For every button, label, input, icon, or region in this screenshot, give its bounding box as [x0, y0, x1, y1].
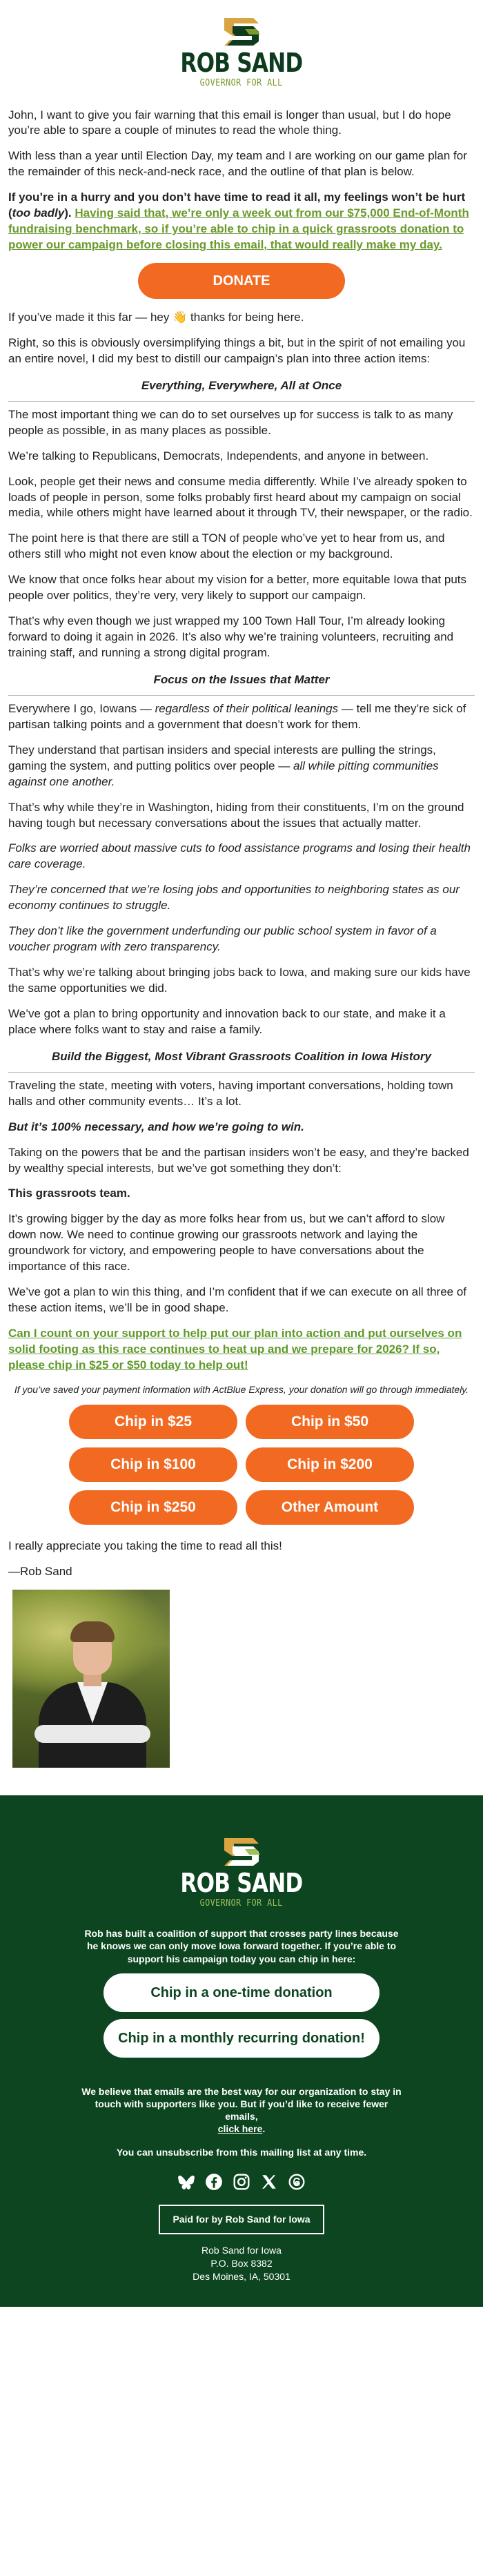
section-heading: Everything, Everywhere, All at Once: [8, 378, 475, 402]
chip-50-button[interactable]: Chip in $50: [246, 1405, 414, 1439]
paragraph: The most important thing we can do to set ourselves up for success is talk to as many people as possible, in as many places as possible.: [8, 407, 453, 437]
instagram-icon[interactable]: [233, 2173, 250, 2191]
chip-grid: [8, 1405, 475, 1525]
footer: [0, 1795, 483, 2307]
rs-logo-mark-icon: [217, 1834, 266, 1868]
text: — tell me they’re sick of partisan talking points and a government that doesn’t work for them.: [8, 701, 466, 731]
social-icons: [177, 2173, 306, 2191]
section-heading: Build the Biggest, Most Vibrant Grassroots Coalition in Iowa History: [8, 1049, 475, 1073]
section-heading: Focus on the Issues that Matter: [8, 672, 475, 696]
paragraph: [8, 701, 475, 733]
threads-icon[interactable]: [288, 2173, 306, 2191]
unsubscribe-note: You can unsubscribe from this mailing list at any time.: [116, 2147, 367, 2158]
chip-200-button[interactable]: Chip in $200: [246, 1447, 414, 1482]
one-time-donation-button[interactable]: Chip in a one-time donation: [103, 1973, 379, 2012]
paragraph: John, I want to give you fair warning that this email is longer than usual, but I do hope you’re able to spare a couple of minutes to read the whole thing.: [8, 108, 451, 137]
facebook-icon[interactable]: [205, 2173, 223, 2191]
paragraph: The point here is that there are still a TON of people who’ve yet to hear from us, and others still who might not even know about the election or my background.: [8, 531, 445, 561]
paragraph: If you’ve made it this far — hey 👋 thanks for being here.: [8, 311, 304, 324]
paragraph: That’s why we’re talking about bringing jobs back to Iowa, and making sure our kids have the same opportunities we did.: [8, 966, 471, 995]
paragraph: We’ve got a plan to bring opportunity and innovation back to our state, and make it a place where folks want to stay and raise a family.: [8, 1006, 446, 1036]
address-line: Rob Sand for Iowa: [201, 2245, 282, 2256]
paragraph-cta: [8, 1326, 475, 1374]
paragraph: Right, so this is obviously oversimplifying things a bit, but in the spirit of not emailing you an entire novel, I did my best to distill our campaign’s plan into three action items:: [8, 335, 466, 365]
fundraising-link[interactable]: Having said that, we’re only a week out from our $75,000 End-of-Month fundraising benchmark, so if you’re able to chip in a quick grassroots donation to power our campaign before closing this email, that would really make my day.: [8, 206, 469, 252]
footer-logo-tagline: GOVERNOR FOR ALL: [200, 1897, 283, 1909]
text: We believe that emails are the best way for our organization to stay in touch with supporters like you. But if you’d like to receive fewer emails,: [81, 2085, 402, 2123]
bluesky-icon[interactable]: [177, 2173, 195, 2191]
donate-row: [8, 263, 475, 299]
paragraph: With less than a year until Election Day, my team and I are working on our game plan for the remainder of this neck-and-neck race, and the outline of that plan is below.: [8, 149, 467, 179]
paragraph: That’s why while they’re in Washington, hiding from their constituents, I’m on the ground having tough but necessary conversations about the issues that actually matter.: [8, 800, 464, 830]
paragraph-hurry: [8, 190, 475, 253]
paragraph-italic: They’re concerned that we’re losing jobs and opportunities to neighboring states as our economy continues to struggle.: [8, 883, 460, 913]
footer-about: Rob has built a coalition of support that crosses party lines because he knows we can only move Iowa forward together. If you’re able to support his campaign today you can chip in here:: [84, 1928, 399, 1964]
paragraph-italic: Folks are worried about massive cuts to food assistance programs and losing their health care coverage.: [8, 841, 471, 871]
paragraph: [8, 743, 475, 790]
fewer-emails-note: We believe that emails are the best way for our organization to stay in touch with supporters like you. But if you’d like to receive fewer emails, click here.: [81, 2085, 402, 2135]
rob-sand-photo: [12, 1590, 170, 1768]
address-line: Des Moines, IA, 50301: [193, 2271, 290, 2283]
donate-button[interactable]: DONATE: [138, 263, 345, 299]
chip-100-button[interactable]: Chip in $100: [69, 1447, 237, 1482]
text: ).: [64, 206, 75, 220]
text-italic: too badly: [12, 206, 65, 220]
monthly-donation-button[interactable]: Chip in a monthly recurring donation!: [103, 2019, 379, 2058]
footer-logo-name: ROB SAND: [180, 1867, 303, 1898]
paragraph: We’ve got a plan to win this thing, and I’m confident that if we can execute on all three of these action items, we’ll be in good shape.: [8, 1285, 467, 1315]
header-logo[interactable]: [0, 0, 483, 108]
text: If you’re in a hurry and you don’t have time to read it all, my feelings won’t be hurt (: [8, 191, 466, 220]
paragraph-bold: This grassroots team.: [8, 1187, 130, 1200]
x-icon[interactable]: [260, 2173, 278, 2191]
chip-250-button[interactable]: Chip in $250: [69, 1490, 237, 1525]
other-amount-button[interactable]: Other Amount: [246, 1490, 414, 1525]
text: Everywhere I go, Iowans —: [8, 701, 155, 715]
paragraph: Look, people get their news and consume media differently. While I’ve already spoken to loads of people in person, some folks probably first heard about my campaign on social media, while others might have learned about it through TV, their newspaper, or the radio.: [8, 474, 473, 520]
text-italic: regardless of their political leanings: [155, 701, 339, 715]
click-here-link[interactable]: click here: [217, 2123, 263, 2135]
paragraph-bold-italic: But it’s 100% necessary, and how we’re going to win.: [8, 1120, 304, 1133]
address-line: P.O. Box 8382: [210, 2258, 273, 2270]
rs-logo-mark-icon: [217, 14, 266, 48]
email-body: [0, 108, 483, 1768]
logo-name: ROB SAND: [180, 48, 303, 78]
paragraph: Traveling the state, meeting with voters, having important conversations, holding town halls and other community events… It’s a lot.: [8, 1078, 453, 1108]
mailing-address: [193, 2244, 290, 2283]
closing: I really appreciate you taking the time to read all this!: [8, 1539, 282, 1552]
logo-tagline: GOVERNOR FOR ALL: [200, 78, 283, 88]
text: They understand that partisan insiders and special interests are pulling the strings, gaming the system, and putting politics over people —: [8, 743, 436, 772]
paragraph: That’s why even though we just wrapped my 100 Town Hall Tour, I’m already looking forward to doing it again in 2026. It’s also why we’re training volunteers, recruiting and training staff, and running a strong digital program.: [8, 614, 454, 660]
text-italic: all while pitting communities against one another.: [8, 759, 439, 788]
paragraph: We know that once folks hear about my vision for a better, more equitable Iowa that puts people over politics, they’re very, very likely to support our campaign.: [8, 573, 466, 603]
signature: —Rob Sand: [8, 1564, 72, 1578]
actblue-note: If you’ve saved your payment information with ActBlue Express, your donation will go through immediately.: [14, 1383, 469, 1395]
chip-25-button[interactable]: Chip in $25: [69, 1405, 237, 1439]
paragraph: We’re talking to Republicans, Democrats, Independents, and anyone in between.: [8, 449, 429, 462]
paragraph: It’s growing bigger by the day as more folks hear from us, but we can’t afford to slow down now. We need to continue growing our grassroots network and laying the groundwork for victory, and empowering people to have conversations about the importance of this race.: [8, 1212, 445, 1274]
paragraph-italic: They don’t like the government underfunding our public school system in favor of a voucher program with zero transparency.: [8, 924, 437, 954]
chip-in-link[interactable]: Can I count on your support to help put our plan into action and put ourselves on solid footing as this race continues to heat up and we prepare for 2026? If so, please chip in $25 or $50 today to help out!: [8, 1327, 462, 1372]
paid-for-box: Paid for by Rob Sand for Iowa: [159, 2205, 324, 2234]
paragraph: Taking on the powers that be and the partisan insiders won’t be easy, and they’re backed by wealthy special interests, but we’ve got something they don’t:: [8, 1145, 469, 1175]
